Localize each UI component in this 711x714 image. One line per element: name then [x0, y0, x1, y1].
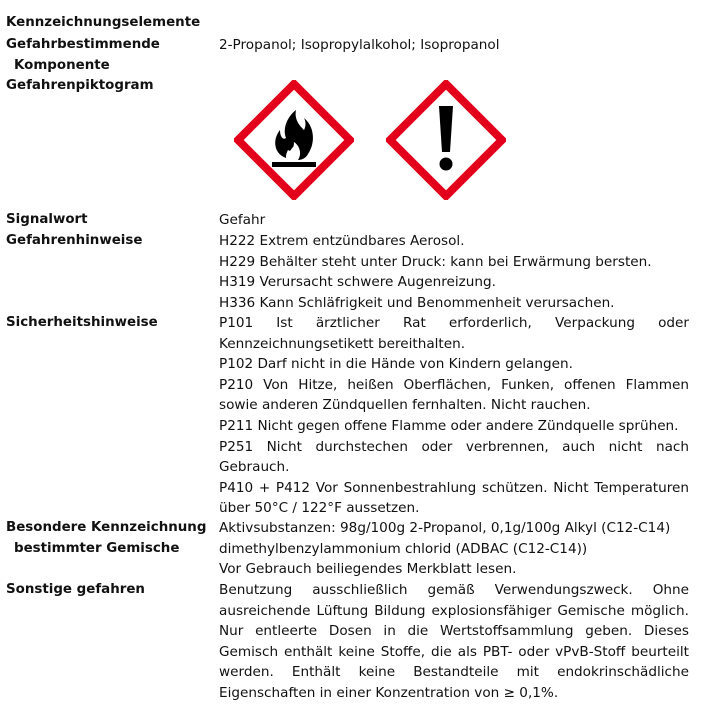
- component-label-line1: Gefahrbestimmende: [6, 37, 160, 52]
- other-hazards-value: [219, 580, 689, 704]
- component-label: [6, 35, 206, 76]
- signal-word-value: Gefahr: [219, 212, 266, 228]
- hazard-statements-label: Gefahrenhinweise: [6, 233, 143, 248]
- flame-icon: [234, 80, 354, 200]
- precautionary-statements-label: Sicherheitshinweise: [6, 315, 158, 330]
- precautionary-statement: P210 Von Hitze, heißen Oberflächen, Funken, offenen Flammen sowie anderen Zündquellen fernhalten. Nicht rauchen.: [219, 376, 689, 414]
- pictogram-row: [234, 80, 534, 200]
- hazard-statement: H319 Verursacht schwere Augenreizung.: [219, 274, 496, 291]
- precautionary-statement: P251 Nicht durchstechen oder verbrennen, auch nicht nach Gebrauch.: [219, 438, 689, 476]
- special-labelling-line: dimethylbenzylammonium chlorid (ADBAC (C12-C14)): [219, 540, 588, 557]
- precautionary-statement: P102 Darf nicht in die Hände von Kindern gelangen.: [219, 356, 573, 373]
- precautionary-statement: P410 + P412 Vor Sonnenbestrahlung schützen. Nicht Temperaturen über 50°C / 122°F aussetzen.: [219, 479, 689, 517]
- section-heading: Kennzeichnungselemente: [6, 15, 201, 30]
- special-labelling-label: [6, 518, 206, 559]
- special-labelling-line: Vor Gebrauch beiliegendes Merkblatt lesen.: [219, 561, 517, 578]
- component-value: 2-Propanol; Isopropylalkohol; Isopropanol: [219, 37, 500, 53]
- special-labelling-label-line1: Besondere Kennzeichnung: [6, 520, 207, 535]
- hazard-statement: H229 Behälter steht unter Druck: kann bei Erwärmung bersten.: [219, 253, 652, 270]
- special-labelling-label-line2: bestimmter Gemische: [14, 540, 180, 556]
- special-labelling-value: [219, 518, 689, 580]
- other-hazards-text: Benutzung ausschließlich gemäß Verwendungszweck. Ohne ausreichende Lüftung Bildung explosionsfähiger Gemische möglich. Nur entleerte Dosen in die Wertstoffsammlung geben. Dieses Gemisch enthält keine Stoffe, die als PBT- oder vPvB-Stoff beurteilt werden. Enthält keine Bestandteile mit endokrinschädliche Eigenschaften in einer Konzentration von ≥ 0,1%.: [219, 582, 689, 701]
- pictogram-label: Gefahrenpiktogram: [6, 78, 154, 93]
- precautionary-statements-list: [219, 313, 689, 519]
- hazard-statement: H336 Kann Schläfrigkeit und Benommenheit verursachen.: [219, 294, 615, 311]
- precautionary-statement: P211 Nicht gegen offene Flamme oder andere Zündquelle sprühen.: [219, 417, 679, 434]
- hazard-statements-list: [219, 231, 689, 313]
- precautionary-statement: P101 Ist ärztlicher Rat erforderlich, Verpackung oder Kennzeichnungsetikett bereithalten.: [219, 315, 689, 352]
- signal-word-label: Signalwort: [6, 212, 88, 227]
- component-label-line2: Komponente: [14, 57, 110, 73]
- exclamation-mark-icon: [386, 80, 506, 200]
- other-hazards-label: Sonstige gefahren: [6, 582, 145, 597]
- hazard-statement: H222 Extrem entzündbares Aerosol.: [219, 233, 465, 249]
- special-labelling-line: Aktivsubstanzen: 98g/100g 2-Propanol, 0,1g/100g Alkyl (C12-C14): [219, 520, 671, 536]
